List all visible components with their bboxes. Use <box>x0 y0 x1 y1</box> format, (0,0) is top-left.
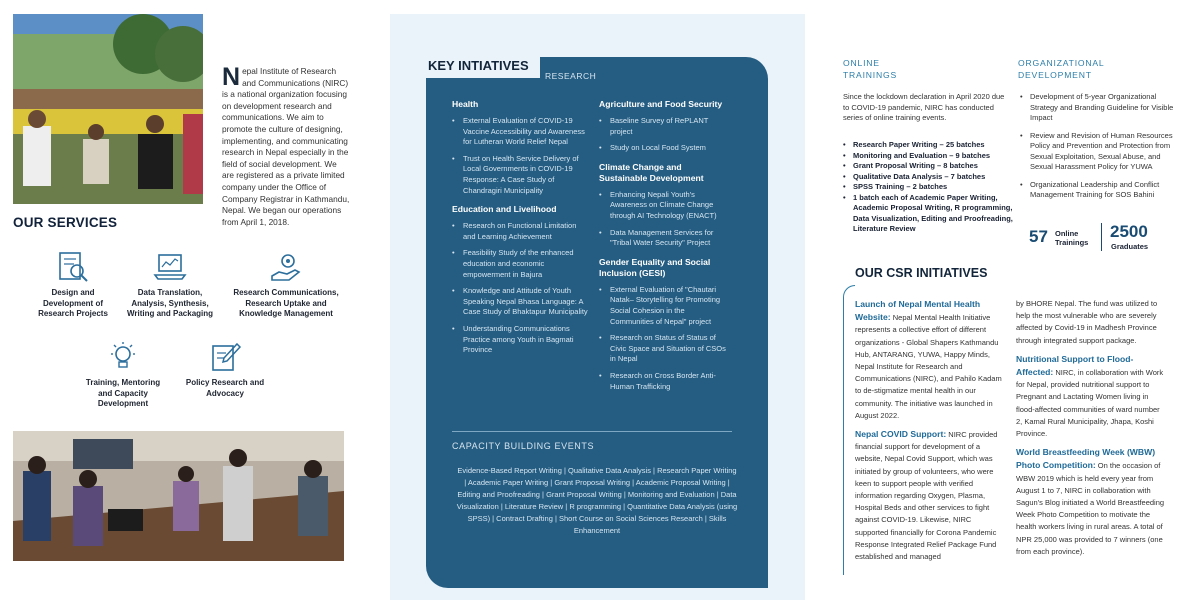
service-label: Research Communications, Research Uptake and Knowledge Management <box>233 288 339 319</box>
service-training <box>78 340 168 410</box>
csr-paragraph <box>855 298 1005 422</box>
csr-frame-line <box>843 285 855 575</box>
csr-paragraph <box>1016 298 1166 347</box>
list-item: • Qualitative Data Analysis – 7 batches <box>843 172 1013 183</box>
stat-divider <box>1101 223 1102 251</box>
online-trainings-list <box>843 140 1013 235</box>
training-room-photo <box>13 431 344 561</box>
panel-about <box>0 0 385 600</box>
csr-paragraph <box>855 428 1005 563</box>
list-item: • External Evaluation of COVID-19 Vaccine Accessibility and Awareness for Lutheran World Relief Nepal <box>452 116 589 148</box>
csr-paragraph <box>1016 353 1166 440</box>
title-line: TRAININGS <box>843 70 897 80</box>
online-trainings-title <box>843 57 897 81</box>
list-item: • Grant Proposal Writing – 8 batches <box>843 161 1013 172</box>
service-label: Training, Mentoring and Capacity Development <box>85 378 161 409</box>
csr-heading: World Breastfeeding Week (WBW) Photo Competition: <box>1016 447 1156 471</box>
section-gesi <box>599 257 729 392</box>
csr-heading: Nutritional Support to Flood-Affected: <box>1016 353 1134 378</box>
list-item: • Trust on Health Service Delivery of Local Governments in COVID-19 Response: A Case Study of Chandragiri Municipality <box>452 154 589 196</box>
section-heading: Health <box>452 99 479 109</box>
csr-title: OUR CSR INITIATIVES <box>855 266 988 280</box>
service-policy-research <box>180 340 270 399</box>
list-item: • Research on Functional Limitation and Learning Achievement <box>452 221 589 242</box>
research-subtitle: RESEARCH <box>545 71 597 81</box>
graduates-label: Graduates <box>1111 242 1149 251</box>
key-initiatives-title: KEY INTIATIVES <box>428 58 529 73</box>
title-line: DEVELOPMENT <box>1018 70 1092 80</box>
section-climate <box>599 162 729 249</box>
list-item: • Research on Cross Border Anti-Human Trafficking <box>599 371 729 392</box>
intro-text: epal Institute of Research and Communications (NIRC) is a national organization focusing on development research and communications. We aim to promote the culture of designing, implementing, and communicating research in Nepal especially in the field of social development. We are registered as a private limited company under the Office of Company Registrar in Kathmandu, Nepal. We began our operations from April 1, 2018. <box>222 66 350 227</box>
section-heading: Agriculture and Food Security <box>599 99 723 109</box>
graduates-count: 2500 <box>1110 222 1148 241</box>
csr-heading: Nepal COVID Support: <box>855 429 947 440</box>
title-line: ONLINE <box>843 58 880 68</box>
list-item: • Understanding Communications Practice among Youth in Bagmati Province <box>452 324 589 356</box>
list-item: • Organizational Leadership and Conflict Management Training for SOS Bahini <box>1020 180 1180 201</box>
list-item: • Monitoring and Evaluation – 9 batches <box>843 151 1013 162</box>
service-research-communications <box>231 250 341 320</box>
service-label: Policy Research and Advocacy <box>185 378 265 398</box>
divider <box>452 431 732 432</box>
list-item: • Research Paper Writing – 25 batches <box>843 140 1013 151</box>
list-item: • Knowledge and Attitude of Youth Speaking Nepal Bhasa Language: A Case Study of Bhaktapur Municipality <box>452 286 589 318</box>
csr-text: On the occasion of WBW 2019 which is held every year from August 1 to 7, NIRC in collaboration with Sagun's Blog initiated a World Breastfeeding Week Photo Competition to motivate the health workers living in rural areas. A total of NPR 25,000 was provided to 7 winners (one from each province). <box>1016 461 1165 556</box>
online-trainings-count: 57 <box>1029 227 1048 246</box>
service-label: Data Translation, Analysis, Synthesis, Writing and Packaging <box>126 288 214 319</box>
section-agriculture <box>599 99 729 154</box>
service-data-analysis <box>120 250 220 320</box>
lightbulb-icon <box>106 340 140 374</box>
hand-gear-icon <box>269 250 303 284</box>
csr-heading: Launch of Nepal Mental Health Website: <box>855 299 981 323</box>
list-item: • Baseline Survey of RePLANT project <box>599 116 729 137</box>
org-development-list <box>1020 92 1180 208</box>
csr-text: Nepal Mental Health Initiative represents a collective effort of different organizations - Global Shapers Kathmandu Hub, ANTARANG, YUWA, Happy Minds, Nepal Institute for Research and Communications (NIRC), and Pahilo Kadam to de-stigmatize mental health in our community. The initiative was launched in August 2022. <box>855 313 1002 420</box>
list-item: • SPSS Training – 2 batches <box>843 182 1013 193</box>
list-item: • Study on Local Food System <box>599 143 729 154</box>
laptop-icon <box>153 250 187 284</box>
csr-text: NIRC, in collaboration with Work for Nepal, provided nutritional support to Pregnant and Lactating Women living in flood-affected communities of ward number 2, Kamal Rural Municipality, Jhapa, Koshi Province. <box>1016 368 1164 439</box>
org-development-title <box>1018 57 1104 81</box>
list-item: • Data Management Services for "Tribal Water Security" Project <box>599 228 729 249</box>
section-health <box>452 99 589 196</box>
online-trainings-intro: Since the lockdown declaration in April 2020 due to COVID-19 pandemic, NIRC has conducted series of online training events. <box>843 92 1005 122</box>
csr-left-column <box>855 298 1005 569</box>
initiatives-left-column <box>452 99 589 364</box>
initiatives-right-column <box>599 99 729 400</box>
service-research-design <box>33 250 113 320</box>
title-line: ORGANIZATIONAL <box>1018 58 1105 68</box>
section-heading: Gender Equality and Social Inclusion (GESI) <box>599 256 711 278</box>
intro-paragraph <box>222 63 350 228</box>
csr-text: NIRC provided financial support for development of a website, Nepal Covid Support, which was initiated by group of volunteers, who were keen to support people with verified information regarding Oxygen, Plasma, Hospital Beds and other services to fight against COVID-19. Likewise, NIRC supported financially for Corona Pandemic Response Integrated Relief Package Fund established and managed <box>855 430 998 562</box>
services-title: OUR SERVICES <box>13 215 118 230</box>
pencil-note-icon <box>208 340 242 374</box>
section-education <box>452 204 589 356</box>
capacity-building-title: CAPACITY BUILDING EVENTS <box>452 441 595 451</box>
section-heading: Education and Livelihood <box>452 204 557 215</box>
csr-right-column <box>1016 298 1166 564</box>
list-item: • Development of 5-year Organizational Strategy and Branding Guideline for Visible Impact <box>1020 92 1180 124</box>
online-trainings-label: Online Trainings <box>1055 229 1089 247</box>
research-document-icon <box>56 250 90 284</box>
section-heading: Climate Change and Sustainable Development <box>599 161 704 183</box>
csr-text: by BHORE Nepal. The fund was utilized to help the most vulnerable who are severely affected by Covid-19 in Madhesh Province through integrated support package. <box>1016 299 1158 345</box>
list-item: • Research on Status of Status of Civic Space and Situation of CSOs in Nepal <box>599 333 729 365</box>
csr-paragraph <box>1016 446 1166 558</box>
list-item: • Review and Revision of Human Resources Policy and Prevention and Protection from Sexual Exploitation, Sexual Abuse, and Sexual Harassment Policy for YUWA <box>1020 131 1180 173</box>
intro-dropcap: N <box>222 63 241 91</box>
list-item: • Feasibility Study of the enhanced education and economic empowerment in Bajura <box>452 248 589 280</box>
list-item: • Enhancing Nepali Youth's Awareness on Climate Change through AI Technology (ENACT) <box>599 190 729 222</box>
capacity-building-text: Evidence-Based Report Writing | Qualitative Data Analysis | Research Paper Writing | Academic Paper Writing | Grant Proposal Writing | Academic Proposal Writing | Editing and Proofreading | Grant Proposal Writing | Monitoring and Evaluation | Data Visualization | Literature Review | R programming | Quantitative Data Analysis (using SPSS) | Contract Drafting | Short Course on Social Sciences Research | Skills Enhancement <box>456 466 738 535</box>
service-label: Design and Development of Research Projects <box>38 288 108 319</box>
villagers-photo <box>13 14 203 204</box>
list-item: • External Evaluation of "Chautari Natak– Storytelling for Promoting Social Cohesion in the Communities of Nepal" project <box>599 285 729 327</box>
list-item: • 1 batch each of Academic Paper Writing, Academic Proposal Writing, R programming, Data Visualization, Editing and Proofreading, Literature Review <box>843 193 1013 235</box>
